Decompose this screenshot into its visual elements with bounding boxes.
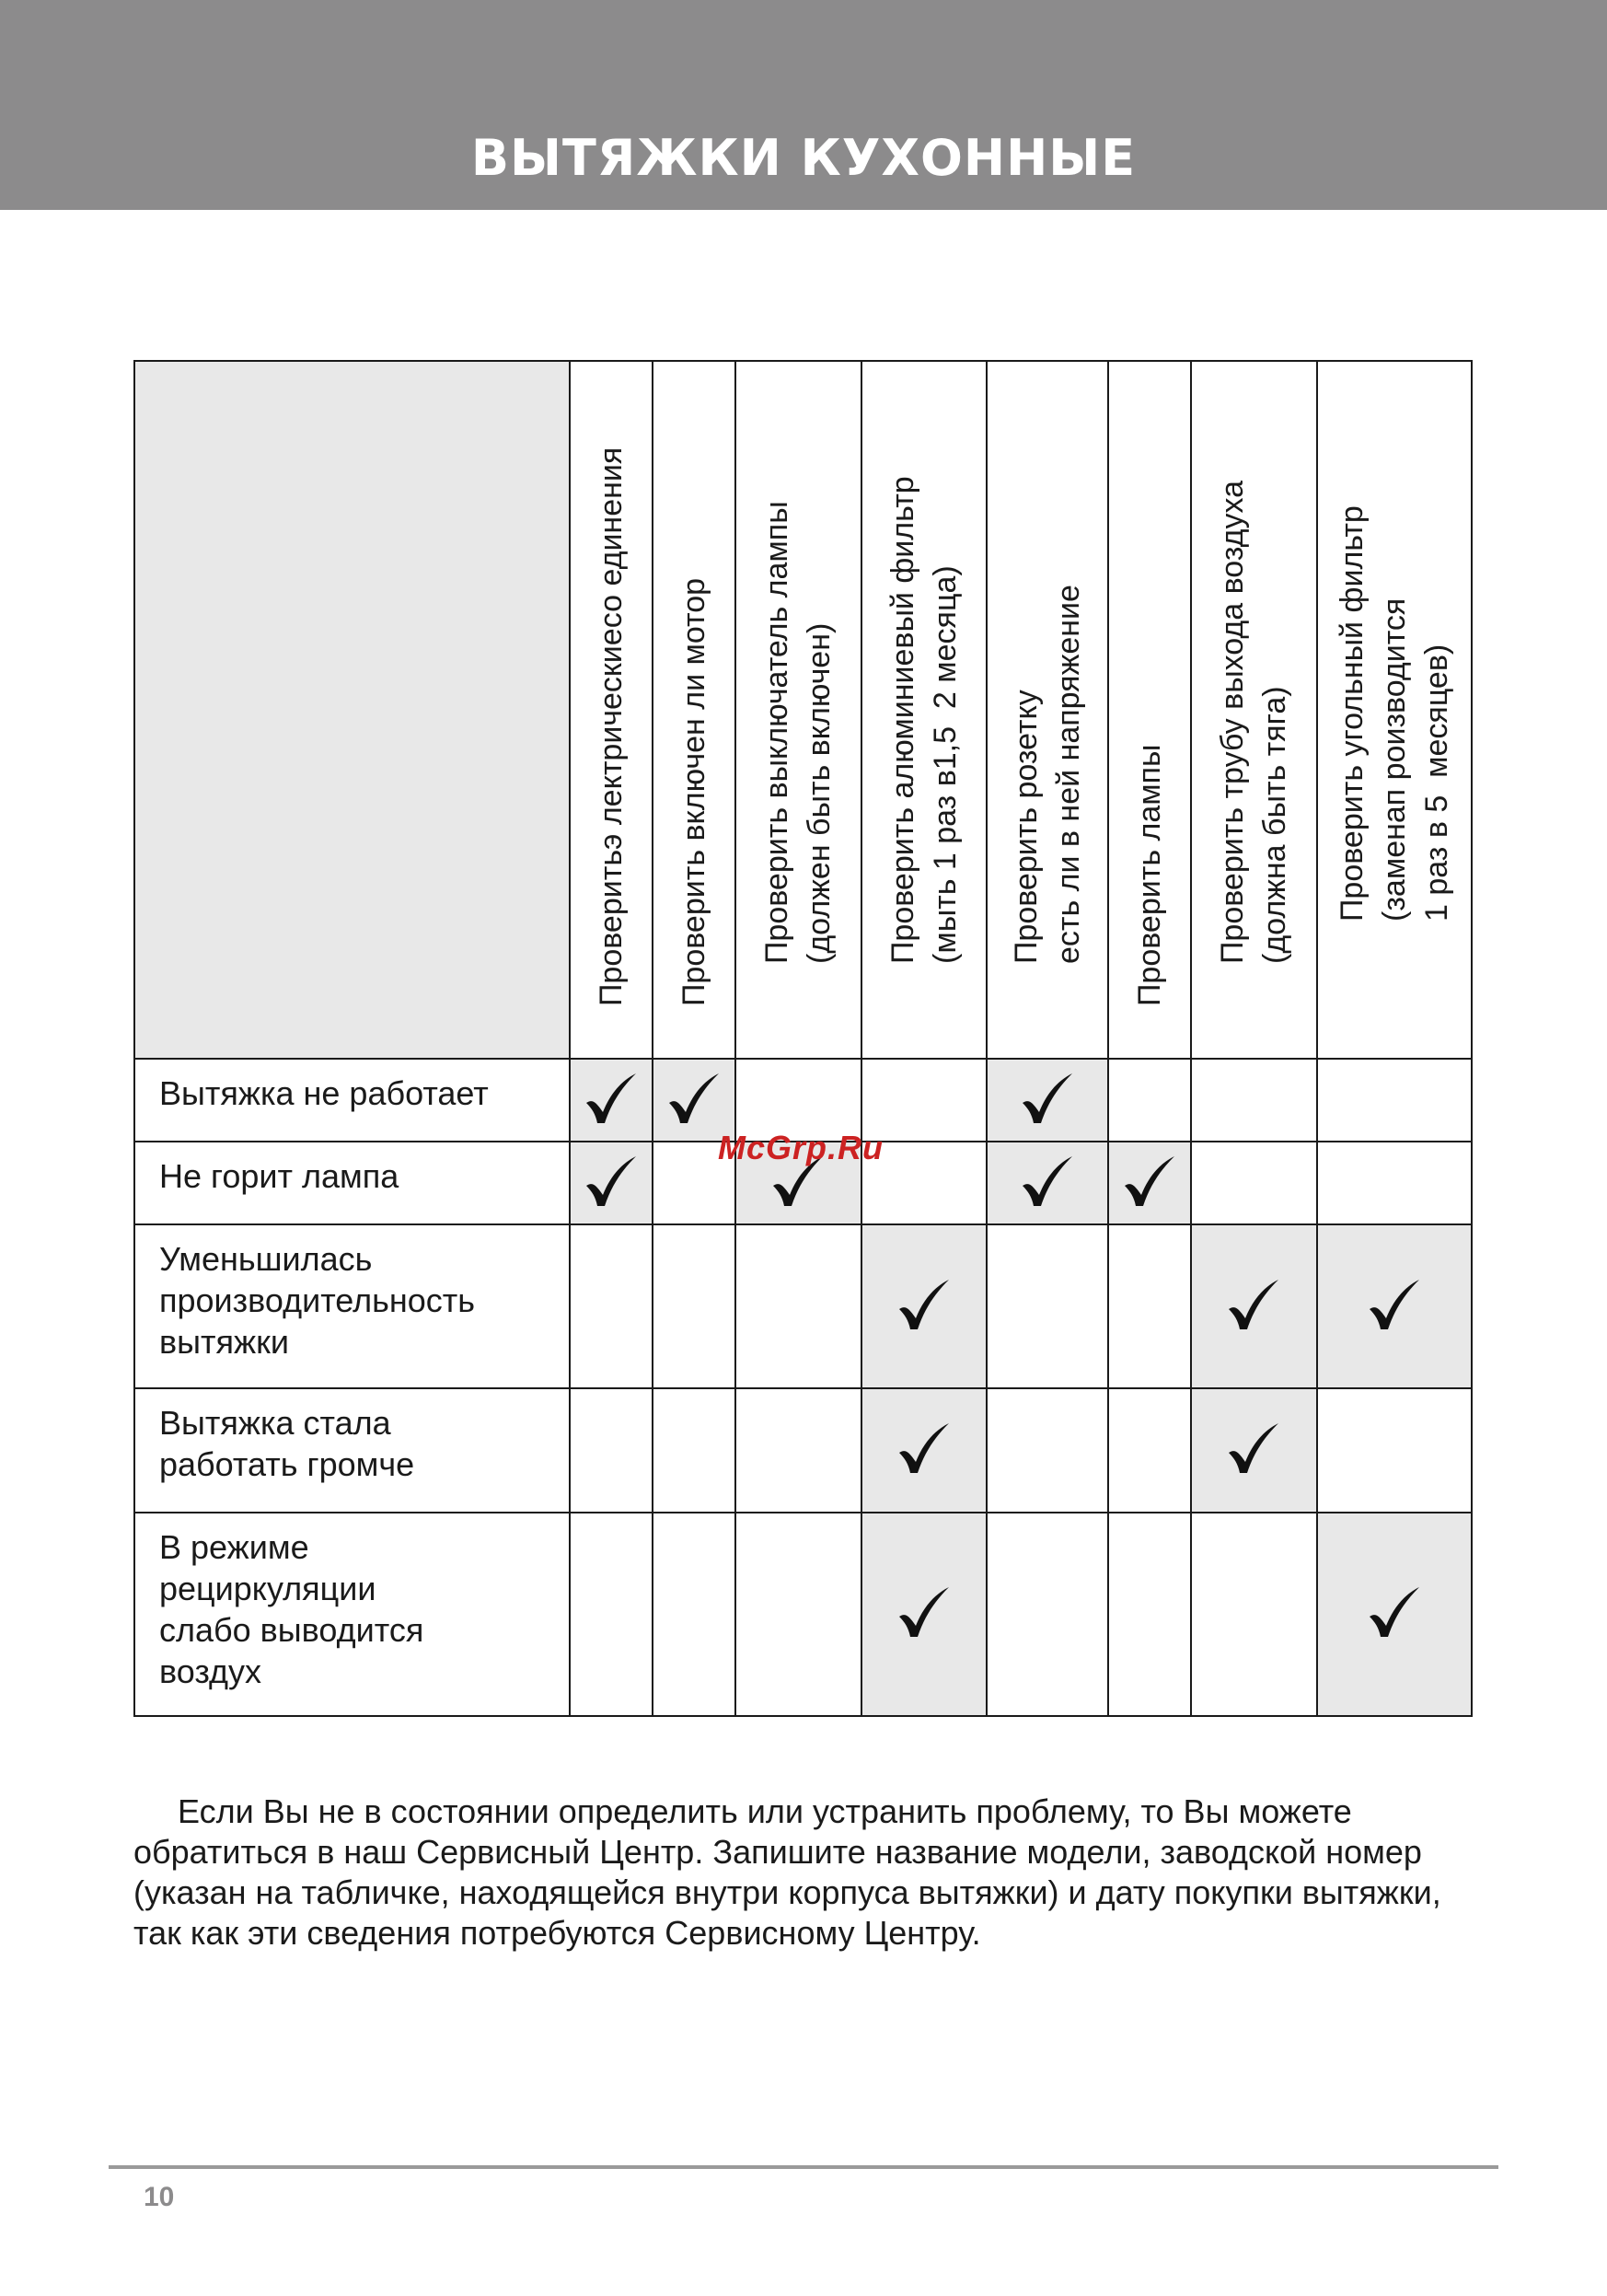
check-cell — [987, 1513, 1108, 1716]
table-row — [134, 1513, 1472, 1716]
table-row — [134, 1388, 1472, 1513]
column-header: Проверить выключатель лампы (должен быть включен) — [735, 361, 861, 1059]
check-cell — [1317, 1059, 1472, 1142]
check-cell — [735, 1224, 861, 1388]
check-cell — [653, 1224, 735, 1388]
checkmark-icon — [1225, 1420, 1282, 1477]
check-cell — [987, 1224, 1108, 1388]
check-cell — [1108, 1513, 1191, 1716]
check-cell — [735, 1513, 861, 1716]
check-cell — [653, 1388, 735, 1513]
table-row — [134, 1224, 1472, 1388]
checkmark-icon — [1019, 1153, 1076, 1210]
table-corner-cell — [134, 361, 570, 1059]
row-label: Уменьшилась производительность вытяжки — [134, 1224, 570, 1388]
row-label: В режиме рециркуляции слабо выводится воздух — [134, 1513, 570, 1716]
check-cell — [570, 1513, 653, 1716]
checkmark-icon — [1366, 1276, 1423, 1333]
check-cell — [1317, 1224, 1472, 1388]
table-header-row — [134, 361, 1472, 1059]
check-cell — [1191, 1142, 1316, 1224]
checkmark-icon — [896, 1276, 953, 1333]
page-number: 10 — [144, 2182, 175, 2212]
check-cell — [1108, 1142, 1191, 1224]
checkmark-icon — [1366, 1583, 1423, 1641]
column-header: Проверитьэ лектрическиесо единения — [570, 361, 653, 1059]
column-header: Проверить трубу выхода воздуха (должна быть тяга) — [1191, 361, 1316, 1059]
row-label: Вытяжка не работает — [134, 1059, 570, 1142]
checkmark-icon — [896, 1583, 953, 1641]
checkmark-icon — [1225, 1276, 1282, 1333]
check-cell — [1108, 1388, 1191, 1513]
check-cell — [861, 1388, 987, 1513]
check-cell — [1108, 1059, 1191, 1142]
check-cell — [987, 1388, 1108, 1513]
checkmark-icon — [1019, 1070, 1076, 1127]
page-title: ВЫТЯЖКИ КУХОННЫЕ — [470, 129, 1137, 187]
check-cell — [987, 1059, 1108, 1142]
checkmark-icon — [896, 1420, 953, 1477]
checkmark-icon — [583, 1153, 640, 1210]
check-cell — [1317, 1513, 1472, 1716]
check-cell — [1191, 1059, 1316, 1142]
column-header: Проверить угольный фильтр (заменап роизводится 1 раз в 5 месяцев) — [1317, 361, 1472, 1059]
check-cell — [1191, 1224, 1316, 1388]
watermark: McGrp.Ru — [718, 1129, 884, 1166]
check-cell — [1191, 1513, 1316, 1716]
check-cell — [1317, 1142, 1472, 1224]
troubleshooting-table — [133, 360, 1473, 1717]
checkmark-icon — [1121, 1153, 1178, 1210]
page-header — [0, 0, 1607, 210]
check-cell — [570, 1388, 653, 1513]
column-header: Проверить включен ли мотор — [653, 361, 735, 1059]
check-cell — [570, 1142, 653, 1224]
check-cell — [861, 1224, 987, 1388]
footer-divider — [109, 2165, 1498, 2169]
check-cell — [570, 1224, 653, 1388]
row-label: Не горит лампа — [134, 1142, 570, 1224]
check-cell — [570, 1059, 653, 1142]
column-header: Проверить алюминиевый фильтр (мыть 1 раз в1,5 2 месяца) — [861, 361, 987, 1059]
check-cell — [735, 1388, 861, 1513]
check-cell — [1108, 1224, 1191, 1388]
checkmark-icon — [665, 1070, 723, 1127]
check-cell — [653, 1513, 735, 1716]
check-cell — [1317, 1388, 1472, 1513]
check-cell — [987, 1142, 1108, 1224]
column-header: Проверить розетку есть ли в ней напряжение — [987, 361, 1108, 1059]
service-note: Если Вы не в состоянии определить или устранить проблему, то Вы можете обратиться в наш Сервисный Центр. Запишите название модели, заводской номер (указан на табличке, находящейся внутри корпуса вытяжки) и дату покупки вытяжки, так как эти сведения потребуются Сервисному Центру. — [133, 1792, 1441, 1952]
check-cell — [1191, 1388, 1316, 1513]
column-header: Проверить лампы — [1108, 361, 1191, 1059]
checkmark-icon — [583, 1070, 640, 1127]
row-label: Вытяжка стала работать громче — [134, 1388, 570, 1513]
check-cell — [861, 1513, 987, 1716]
